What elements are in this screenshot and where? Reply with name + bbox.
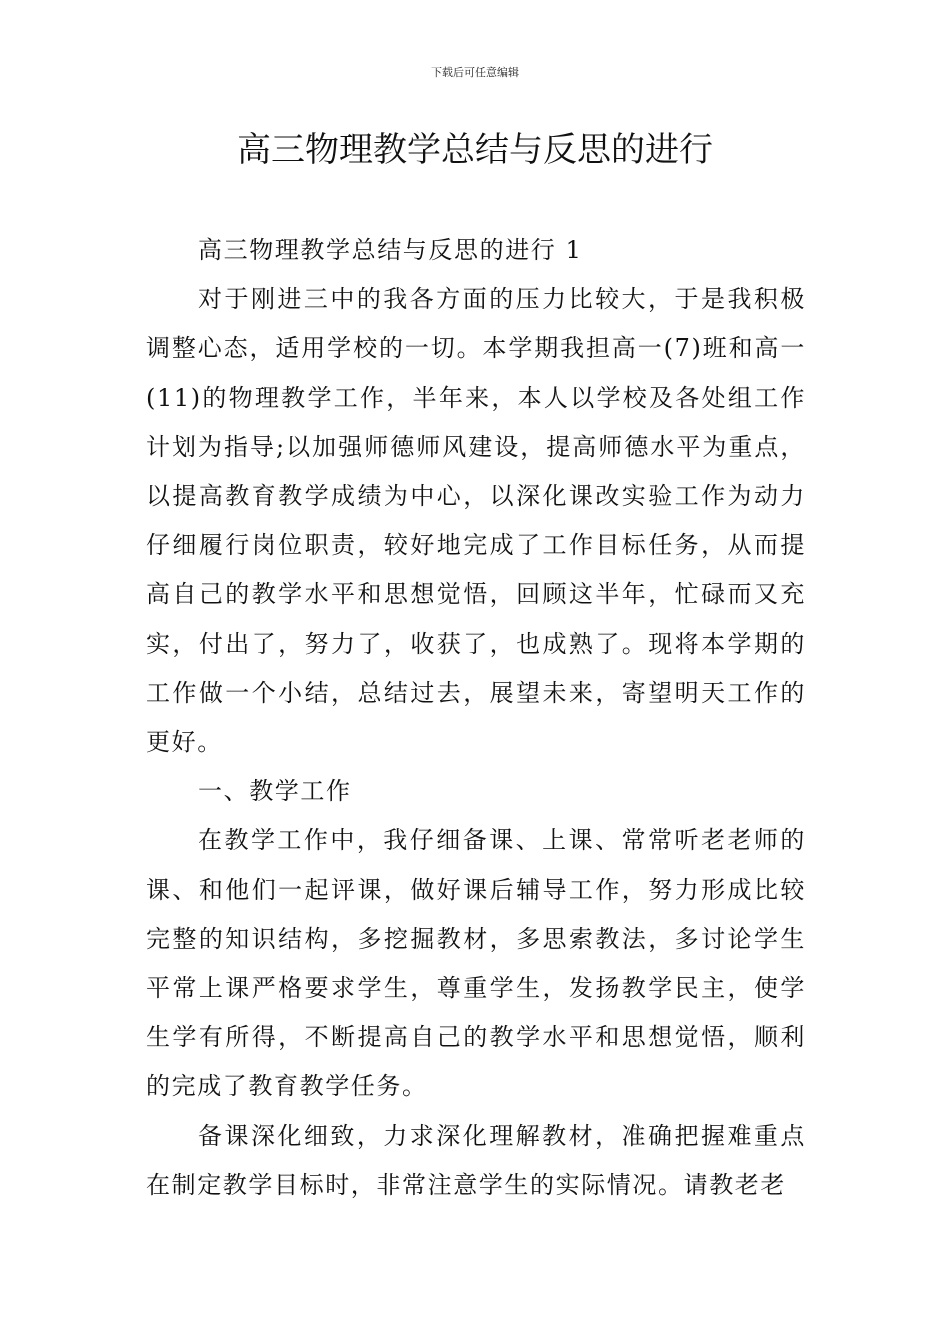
- paragraph-lesson-prep: 备课深化细致，力求深化理解教材，准确把握难重点在制定教学目标时，非常注意学生的实际情况。请教老老: [146, 1121, 806, 1199]
- document-title: 高三物理教学总结与反思的进行: [237, 130, 713, 170]
- document-body: [146, 226, 806, 1210]
- header-note: 下载后可任意编辑: [431, 66, 519, 79]
- section-heading-teaching: 一、教学工作: [198, 777, 352, 806]
- paragraph-intro: 对于刚进三中的我各方面的压力比较大，于是我积极调整心态，适用学校的一切。本学期我担高一(7)班和高一(11)的物理教学工作，半年来，本人以学校及各处组工作计划为指导;以加强师德师风建设，提高师德水平为重点，以提高教育教学成绩为中心，以深化课改实验工作为动力仔细履行岗位职责，较好地完成了工作目标任务，从而提高自己的教学水平和思想觉悟，回顾这半年，忙碌而又充实，付出了，努力了，收获了，也成熟了。现将本学期的工作做一个小结，总结过去，展望未来，寄望明天工作的更好。: [146, 285, 806, 757]
- paragraph-subtitle: 高三物理教学总结与反思的进行 1: [198, 236, 583, 264]
- paragraph-teaching: 在教学工作中，我仔细备课、上课、常常听老老师的课、和他们一起评课，做好课后辅导工作，努力形成比较完整的知识结构，多挖掘教材，多思索教法，多讨论学生平常上课严格要求学生，尊重学生，发扬教学民主，使学生学有所得，不断提高自己的教学水平和思想觉悟，顺利的完成了教育教学任务。: [146, 826, 806, 1101]
